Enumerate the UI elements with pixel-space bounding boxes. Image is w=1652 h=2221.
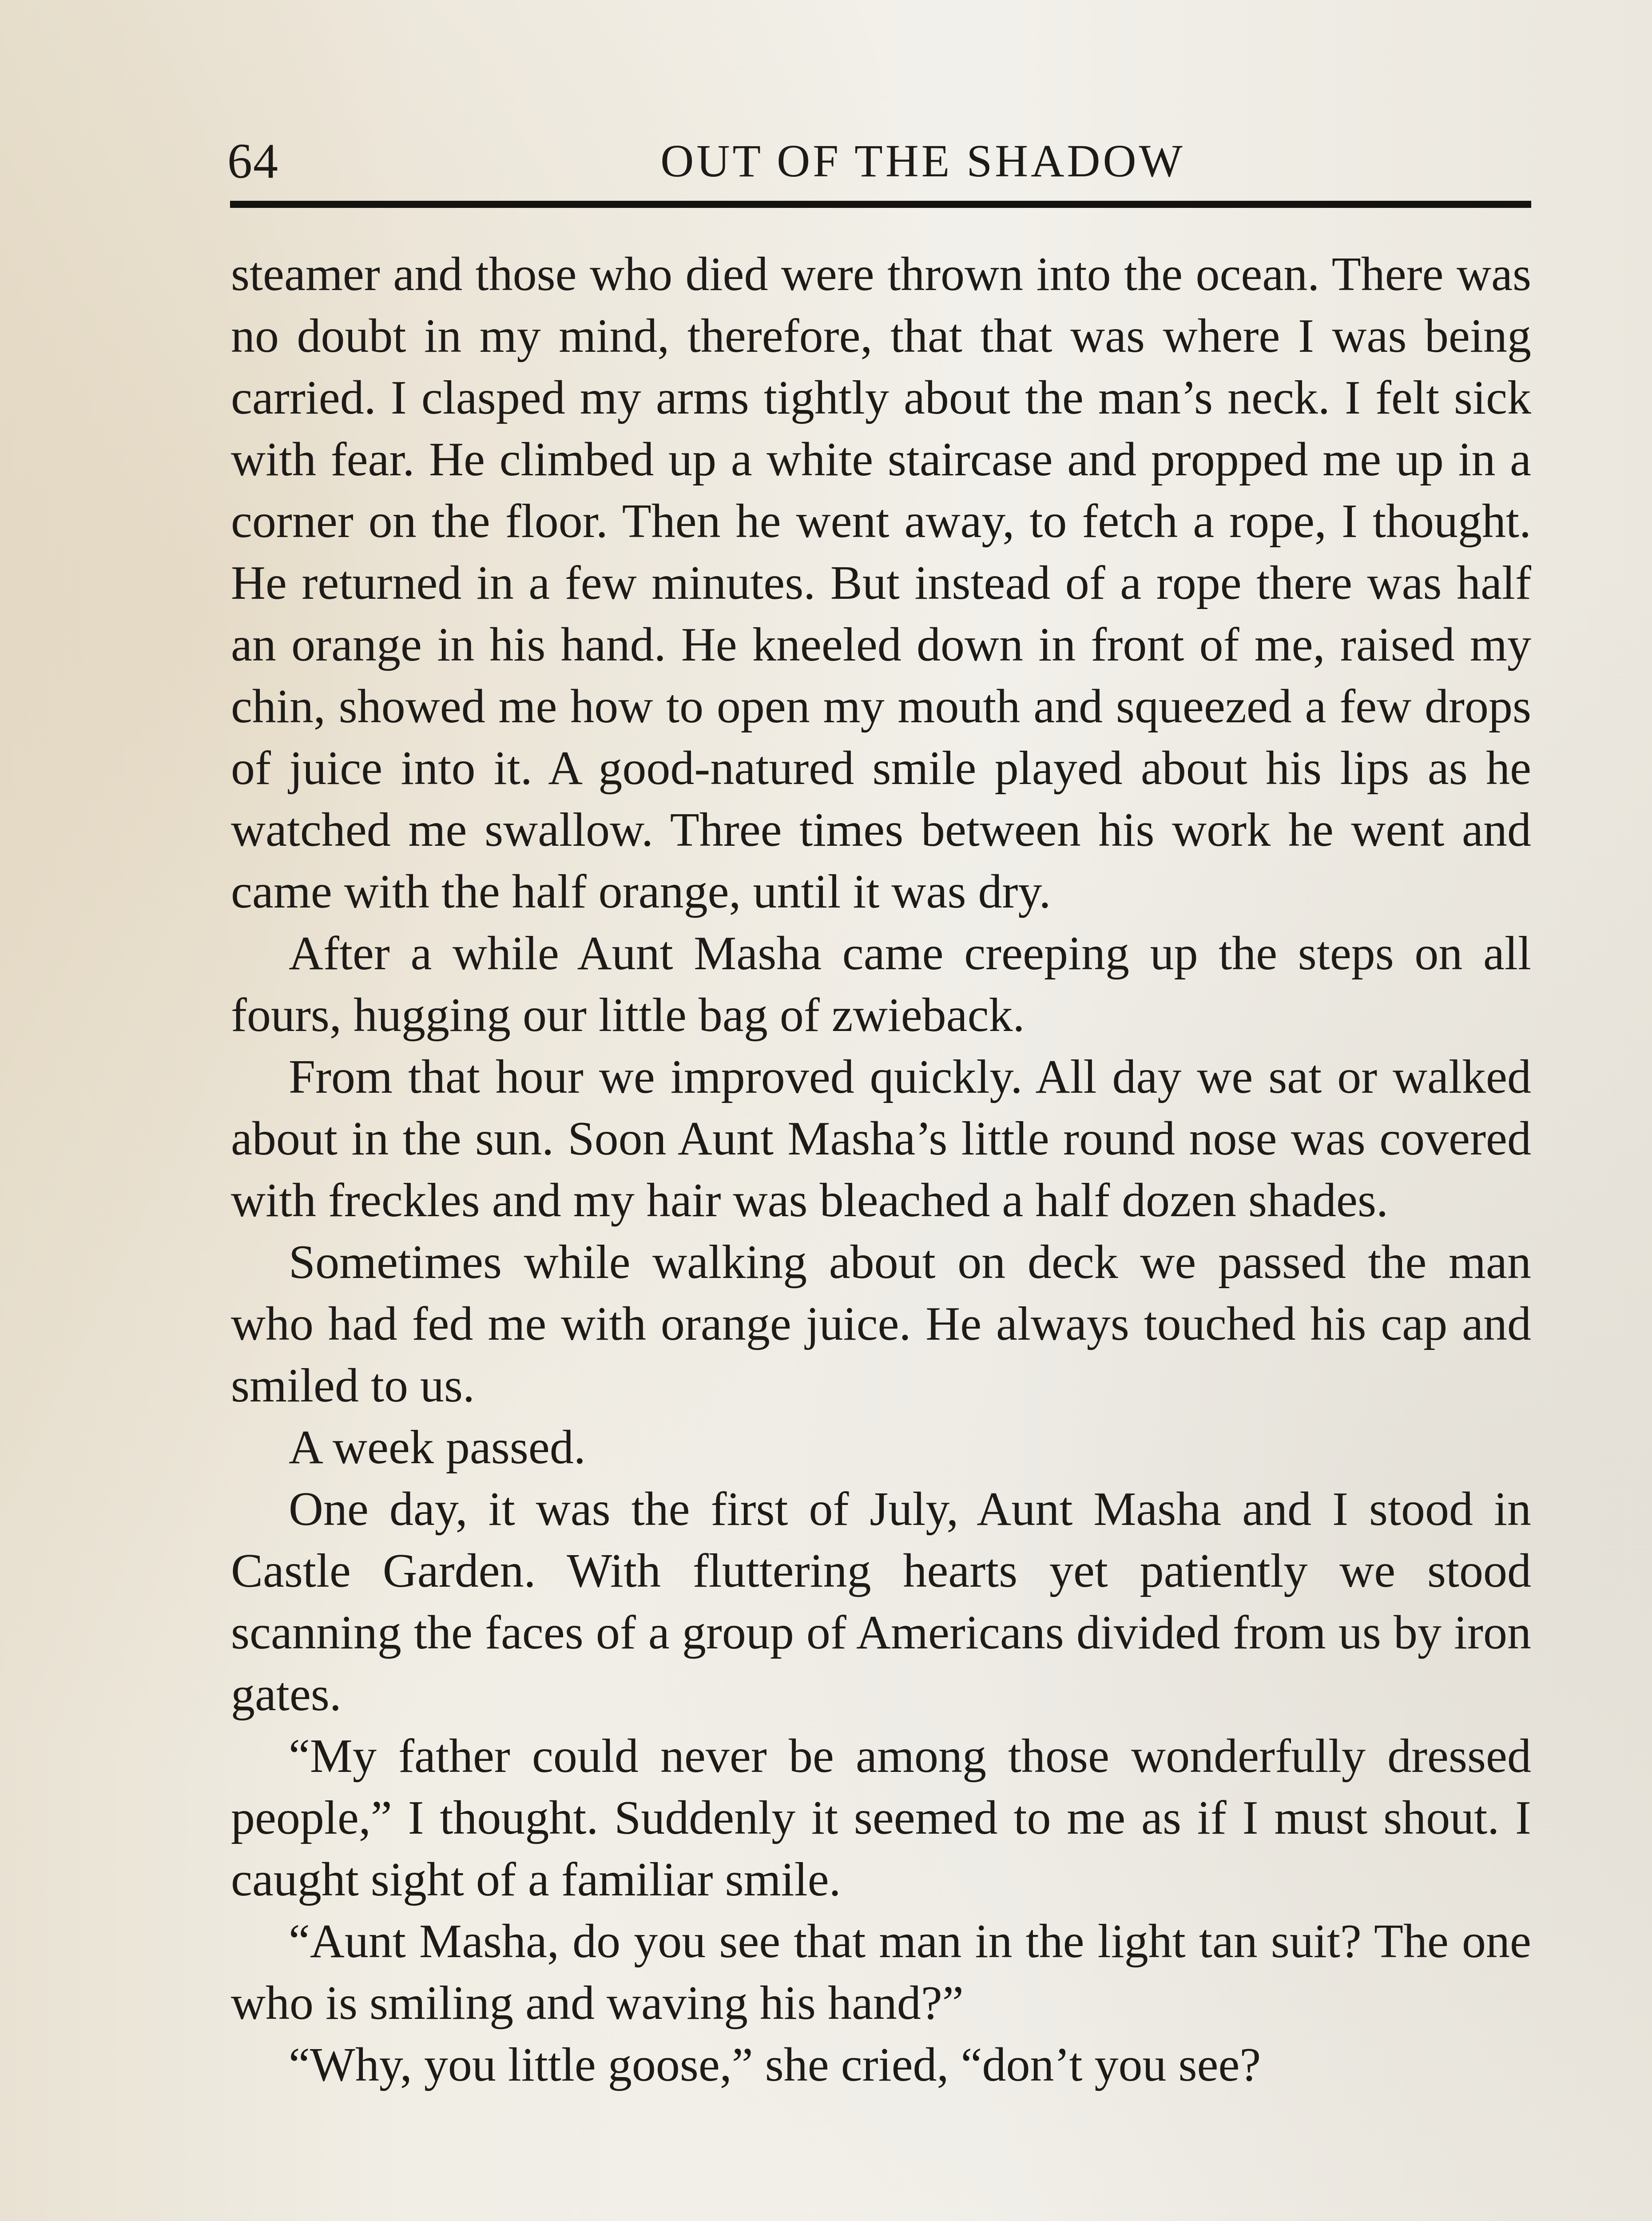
running-head: [227, 128, 1529, 195]
paragraph: “Why, you little goose,” she cried, “don’t you see?: [289, 2038, 1261, 2091]
header-rule: [230, 201, 1531, 208]
body-text: [231, 243, 1531, 2096]
paragraph-continued: steamer and those who died were thrown into the ocean. There was no doubt in my mind, therefore, that that was where I was being carried. I clasped my arms tightly about the man’s neck. I felt sick with fear. He climbed up a white staircase and propped me up in a corner on the floor. Then he went away, to fetch a rope, I thought. He returned in a few minutes. But instead of a rope there was half an orange in his hand. He kneeled down in front of me, raised my chin, showed me how to open my mouth and squeezed a few drops of juice into it. A good-natured smile played about his lips as he watched me swallow. Three times between his work he went and came with the half orange, until it was dry.: [231, 248, 1531, 918]
running-title: OUT OF THE SHADOW: [660, 135, 1185, 187]
paragraph: “Aunt Masha, do you see that man in the light tan suit? The one who is smiling and waving his hand?”: [231, 1915, 1531, 2030]
paragraph: From that hour we improved quickly. All day we sat or walked about in the sun. Soon Aunt Masha’s little round nose was covered with freckles and my hair was bleached a half dozen shades.: [231, 1051, 1531, 1227]
page-number: 64: [227, 134, 279, 189]
paragraph: One day, it was the first of July, Aunt Masha and I stood in Castle Garden. With fluttering hearts yet patiently we stood scanning the faces of a group of Americans divided from us by iron gates.: [231, 1483, 1531, 1721]
paragraph: A week passed.: [289, 1421, 586, 1474]
paragraph: “My father could never be among those wonderfully dressed people,” I thought. Suddenly it seemed to me as if I must shout. I caught sight of a familiar smile.: [231, 1730, 1531, 1906]
paragraph: After a while Aunt Masha came creeping up the steps on all fours, hugging our little bag of zwieback.: [231, 927, 1531, 1042]
paragraph: Sometimes while walking about on deck we passed the man who had fed me with orange juice. He always touched his cap and smiled to us.: [231, 1236, 1531, 1412]
